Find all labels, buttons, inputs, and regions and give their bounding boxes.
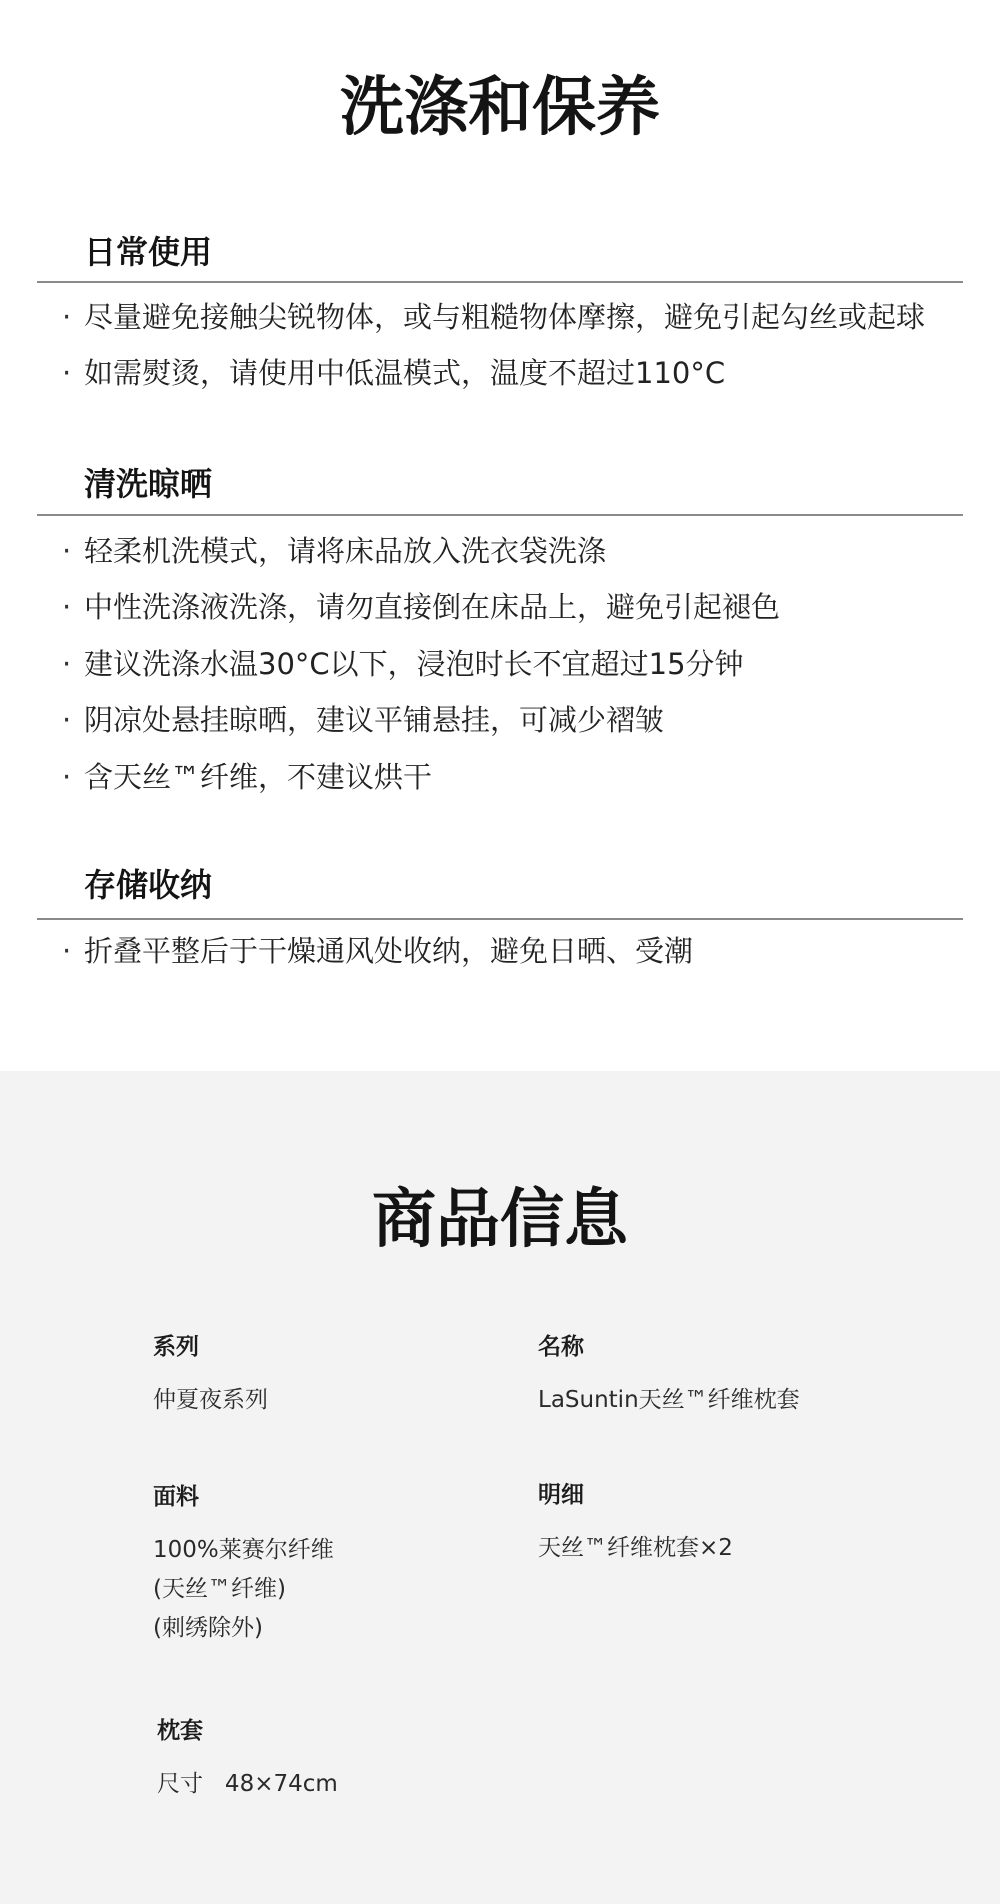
care-title: 洗涤和保养 (340, 71, 660, 145)
bullet-dot: · (62, 590, 72, 624)
list-item (62, 356, 726, 390)
list-item-text: 阴凉处悬挂晾晒，建议平铺悬挂，可减少褶皱 (84, 703, 665, 737)
field-value: 100%莱赛尔纤维 (153, 1537, 334, 1563)
field-label: 明细 (538, 1482, 584, 1508)
section-divider (37, 918, 963, 920)
list-item-text: 建议洗涤水温30°C以下，浸泡时长不宜超过15分钟 (84, 647, 744, 681)
field-name (538, 1336, 800, 1420)
field-value: LaSuntin天丝™纤维枕套 (538, 1387, 800, 1413)
field-value: 仲夏夜系列 (153, 1387, 268, 1413)
section-divider (37, 281, 963, 283)
section-heading-storage: 存储收纳 (84, 866, 213, 904)
field-detail (538, 1484, 733, 1568)
bullet-dot: · (62, 300, 72, 334)
product-info-title: 商品信息 (372, 1183, 628, 1257)
field-value: (刺绣除外) (153, 1615, 263, 1641)
list-item (62, 934, 694, 968)
section-heading-daily-use: 日常使用 (84, 233, 213, 271)
product-info-section (0, 1071, 1000, 1904)
list-item (62, 534, 607, 568)
bullet-dot: · (62, 647, 72, 681)
list-item-text: 尽量避免接触尖锐物体，或与粗糙物体摩擦，避免引起勾丝或起球 (84, 300, 926, 334)
section-heading-washing: 清洗晾晒 (84, 465, 213, 503)
bullet-dot: · (62, 534, 72, 568)
list-item (62, 703, 665, 737)
list-item-text: 含天丝™纤维，不建议烘干 (84, 760, 433, 794)
field-value: 天丝™纤维枕套×2 (538, 1535, 733, 1561)
list-item-text: 轻柔机洗模式，请将床品放入洗衣袋洗涤 (84, 534, 607, 568)
section-divider (37, 514, 963, 516)
field-label: 系列 (153, 1334, 199, 1360)
bullet-dot: · (62, 703, 72, 737)
bullet-dot: · (62, 760, 72, 794)
bullet-dot: · (62, 356, 72, 390)
field-pillowcase (157, 1720, 338, 1804)
field-fabric (153, 1486, 334, 1648)
field-label: 枕套 (157, 1718, 203, 1744)
field-value: (天丝™纤维) (153, 1576, 286, 1602)
field-label: 名称 (538, 1334, 584, 1360)
list-item-text: 折叠平整后于干燥通风处收纳，避免日晒、受潮 (84, 934, 694, 968)
list-item (62, 300, 926, 334)
field-label: 面料 (153, 1484, 199, 1510)
field-series (153, 1336, 268, 1420)
list-item-text: 中性洗涤液洗涤，请勿直接倒在床品上，避免引起褪色 (84, 590, 781, 624)
list-item (62, 647, 744, 681)
list-item (62, 590, 781, 624)
list-item (62, 760, 433, 794)
field-value: 尺寸 48×74cm (157, 1771, 338, 1797)
bullet-dot: · (62, 934, 72, 968)
list-item-text: 如需熨烫，请使用中低温模式，温度不超过110°C (84, 356, 726, 390)
